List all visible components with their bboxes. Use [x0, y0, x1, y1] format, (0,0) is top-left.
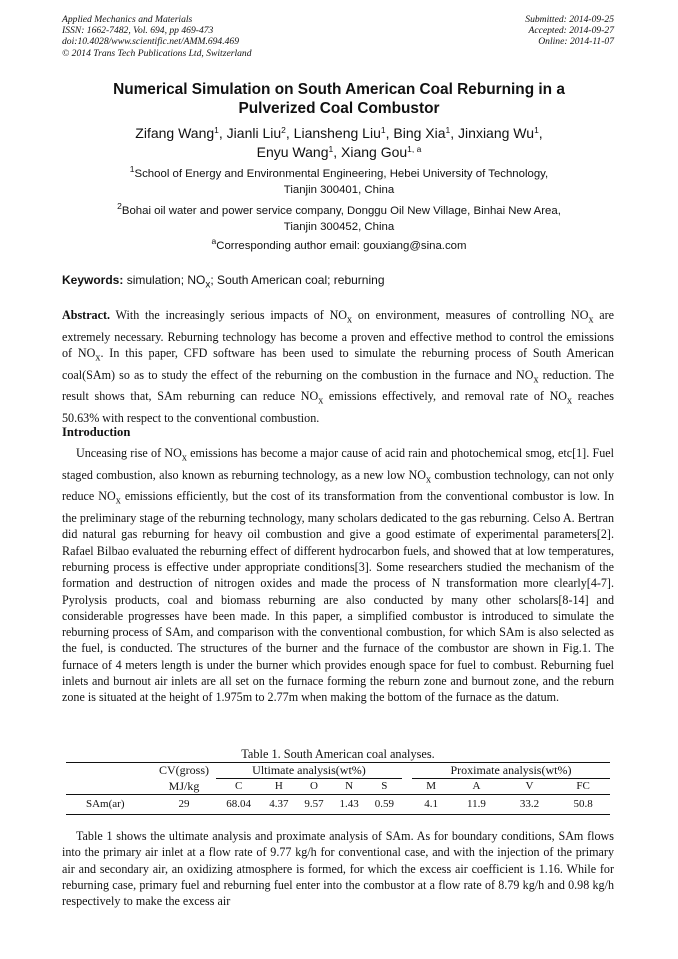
author-name: Xiang Gou — [341, 144, 408, 160]
abstract: Abstract. With the increasingly serious impacts of $NO_x$ on environment, measures of controlling $NO_x$ are extremely necessary. Reburning technology has become a proven and effective method to control the emissions of $NO_x$. In this paper, CFD software has been used to simulate the reburning process of South American coal(SAm) so as to study the effect of the reburning on the combustion in the furnace and $NO_x$ reduction. The result shows that, SAm reburning can reduce $NO_x$ emissions effectively, and removal rate of $NO_x$ reaches 50.63% with respect to the conventional combustion. — [62, 308, 615, 426]
section-heading-introduction: Introduction — [62, 425, 131, 439]
col-header: V — [503, 779, 557, 795]
journal-header — [62, 14, 252, 59]
table-cell: 68.04 — [216, 794, 261, 814]
table-cell: 9.57 — [296, 794, 331, 814]
keywords: Keywords: simulation; $NO_x$; South American coal; reburning — [62, 273, 385, 291]
coal-analysis-table — [66, 762, 610, 815]
introduction-paragraph: Unceasing rise of $NO_x$ emissions has become a major cause of acid rain and photochemical smog, etc[1]. Fuel staged combustion, also known as reburning technology, as a new low $NO_x$ combustion technology, can not only reduce $NO_x$ emissions efficiently, but the cost of its transformation from the conventional combustor is low. In the preliminary stage of the reburning technology, many scholars dedicated to the gas reburning. Celso A. Bertran did natural gas reburning for heavy oil combustion and give a good estimate of experimental parameters[2]. Rafael Bilbao evaluated the reburning effect of different hydrocarbon fuels, and showed that at low temperatures, reburning process is effective under appropriate conditions[3]. Some researchers studied the mechanism of the formation and destruction of nitrogen oxides and made the process of N transformation more clearly[4-7]. Pyrolysis products, coal and biomass reburning are also conducted by many other scholars[8-14] and considerable progresses have been made. In this paper, a simplified combustor is introduced to simulate the reburning process of SAm, and comparison with the conventional combustion, for which SAm is also selected as the fuel, is conducted. The structures of the burner and the furnace of the combustor are shown in Fig.1. The furnace of 4 meters length is under the burner which provides enough space for fuel to combust. Reburning fuel inlets and burnout air inlets are all set on the furnace forming the reburn zone and burnout zone, and the reburn zone is situated at the height of 1.975m to 2.77m when making the bottom of the furnace as the datum. — [62, 446, 615, 705]
author-name: Zifang Wang — [135, 125, 215, 141]
table-caption: Table 1. South American coal analyses. — [241, 747, 435, 761]
keywords-label: Keywords: — [62, 273, 124, 287]
cv-unit: MJ/kg — [152, 779, 216, 795]
proximate-header: Proximate analysis(wt%) — [412, 763, 610, 779]
cv-header: CV(gross) — [152, 763, 216, 779]
ultimate-header: Ultimate analysis(wt%) — [216, 763, 402, 779]
author-name: Liansheng Liu — [293, 125, 381, 141]
accepted-date: Accepted: 2014-09-27 — [528, 25, 614, 37]
table-cell: 0.59 — [367, 794, 402, 814]
row-label: SAm(ar) — [66, 794, 152, 814]
author-name: Jinxiang Wu — [458, 125, 535, 141]
online-date: Online: 2014-11-07 — [538, 36, 614, 48]
boundary-conditions-paragraph: Table 1 shows the ultimate analysis and proximate analysis of SAm. As for boundary conditions, SAm flows into the primary air inlet at a flow rate of 9.77 kg/h for conventional case, and with the injection of the primary air and secondary air, an oxidizing atmosphere is formed, for which the excess air coefficient is 1.16. While for reburning case, primary fuel and reburning fuel enter into the combustor at a flow rate of 8.79 kg/h and 0.98 kg/h respectively to make the excess air — [62, 829, 614, 909]
table-cell: 29 — [152, 794, 216, 814]
table-cell: 50.8 — [556, 794, 610, 814]
submitted-date: Submitted: 2014-09-25 — [525, 14, 614, 25]
affiliation-2: $^2$Bohai oil water and power service company, Donggu Oil New Village, Binhai New Area, Tianjin 300452, China — [117, 201, 561, 233]
col-header: M — [412, 779, 450, 795]
col-header: O — [296, 779, 331, 795]
author-name: Enyu Wang — [256, 144, 329, 160]
copyright-line: © 2014 Trans Tech Publications Ltd, Switzerland — [62, 47, 252, 59]
col-header: FC — [556, 779, 610, 795]
corresponding-author: $^a$Corresponding author email: gouxiang@sina.com — [211, 236, 467, 252]
author-name: Bing Xia — [393, 125, 446, 141]
table-cell: 1.43 — [332, 794, 367, 814]
author-name: Jianli Liu — [226, 125, 282, 141]
affiliation-1: $^1$School of Energy and Environmental Engineering, Hebei University of Technology, Tianjin 300401, China — [129, 164, 549, 196]
table-cell: 4.1 — [412, 794, 450, 814]
abstract-label: Abstract. — [62, 308, 111, 322]
author-list: Zifang Wang$^1$, Jianli Liu$^2$, Liansheng Liu$^1$, Bing Xia$^1$, Jinxiang Wu$^1$, Enyu Wang$^1$, Xiang Gou$^{1, a}$ — [135, 125, 543, 160]
col-header: N — [332, 779, 367, 795]
issn-line: ISSN: 1662-7482, Vol. 694, pp 469-473 — [62, 25, 214, 37]
col-header: S — [367, 779, 402, 795]
table-cell: 11.9 — [450, 794, 502, 814]
col-header: C — [216, 779, 261, 795]
table-cell: 33.2 — [503, 794, 557, 814]
table-cell: 4.37 — [261, 794, 296, 814]
col-header: A — [450, 779, 502, 795]
paper-title: Numerical Simulation on South American Coal Reburning in a Pulverized Coal Combustor — [113, 81, 565, 117]
doi-line: doi:10.4028/www.scientific.net/AMM.694.469 — [62, 36, 240, 48]
col-header: H — [261, 779, 296, 795]
journal-name: Applied Mechanics and Materials — [62, 14, 193, 25]
dates-header — [525, 14, 614, 48]
